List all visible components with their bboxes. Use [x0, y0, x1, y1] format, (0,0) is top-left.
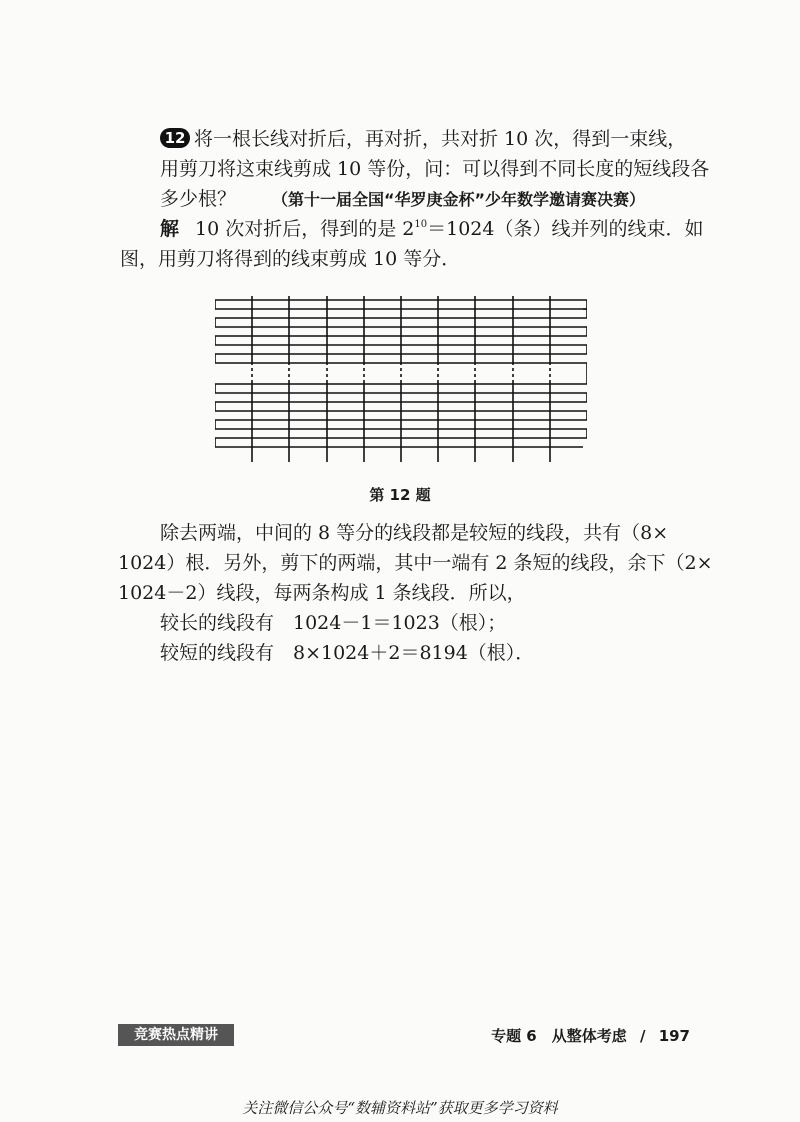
left-fold-loop	[215, 318, 219, 327]
body-line-1: 除去两端，中间的 8 等分的线段都是较短的线段，共有（8×	[160, 522, 669, 544]
problem-line-1	[160, 126, 700, 152]
footer-topic	[483, 1025, 690, 1046]
solution-text-1a: 10 次对折后，得到的是 2	[195, 218, 415, 240]
left-fold-loop	[215, 438, 219, 447]
left-fold-loop	[215, 336, 219, 345]
solution-label: 解	[160, 218, 180, 240]
right-fold-loop	[583, 393, 587, 402]
problem-text-1: 将一根长线对折后，再对折，共对折 10 次，得到一束线，	[194, 128, 687, 150]
left-fold-loop	[215, 402, 219, 411]
page-number: 197	[658, 1027, 690, 1045]
figure-caption: 第 12 题	[369, 486, 431, 504]
right-fold-loop	[583, 300, 587, 309]
solution-line-2: 图，用剪刀将得到的线束剪成 10 等分．	[120, 248, 461, 270]
body-longer: 较长的线段有 1024－1＝1023（根）；	[160, 612, 507, 634]
left-fold-loop	[215, 420, 219, 429]
left-fold-loop	[215, 300, 219, 309]
body-shorter: 较短的线段有 8×1024＋2＝8194（根）．	[160, 642, 535, 664]
problem-line-3	[160, 186, 700, 213]
body-line-2: 1024）根．另外，剪下的两端，其中一端有 2 条短的线段，余下（2×	[118, 552, 713, 574]
right-fold-loop	[583, 363, 587, 384]
right-fold-loop	[583, 345, 587, 354]
solution-exponent: 10	[414, 219, 428, 230]
solution-text-1b: ＝1024（条）线并列的线束．如	[427, 218, 704, 240]
right-fold-loop	[583, 309, 587, 318]
body-line-3: 1024－2）线段，每两条构成 1 条线段．所以，	[118, 582, 526, 604]
section-tag: 竞赛热点精讲	[118, 1024, 234, 1046]
left-fold-loop	[215, 354, 219, 363]
left-fold-loop	[215, 384, 219, 393]
topic-title: 专题 6 从整体考虑	[491, 1027, 627, 1045]
problem-number-badge: 12	[160, 128, 190, 148]
right-fold-loop	[583, 429, 587, 438]
problem-line-2: 用剪刀将这束线剪成 10 等份，问：可以得到不同长度的短线段各	[160, 158, 710, 180]
footer-note: 关注微信公众号“数辅资料站”获取更多学习资料	[242, 1099, 558, 1117]
page-separator: /	[639, 1027, 646, 1045]
folded-thread-figure	[215, 296, 587, 464]
right-fold-loop	[583, 327, 587, 336]
solution-line-1	[160, 216, 704, 242]
problem-source: （第十一届全国“华罗庚金杯”少年数学邀请赛决赛）	[272, 190, 646, 209]
right-fold-loop	[583, 411, 587, 420]
problem-text-3: 多少根？	[160, 188, 237, 210]
